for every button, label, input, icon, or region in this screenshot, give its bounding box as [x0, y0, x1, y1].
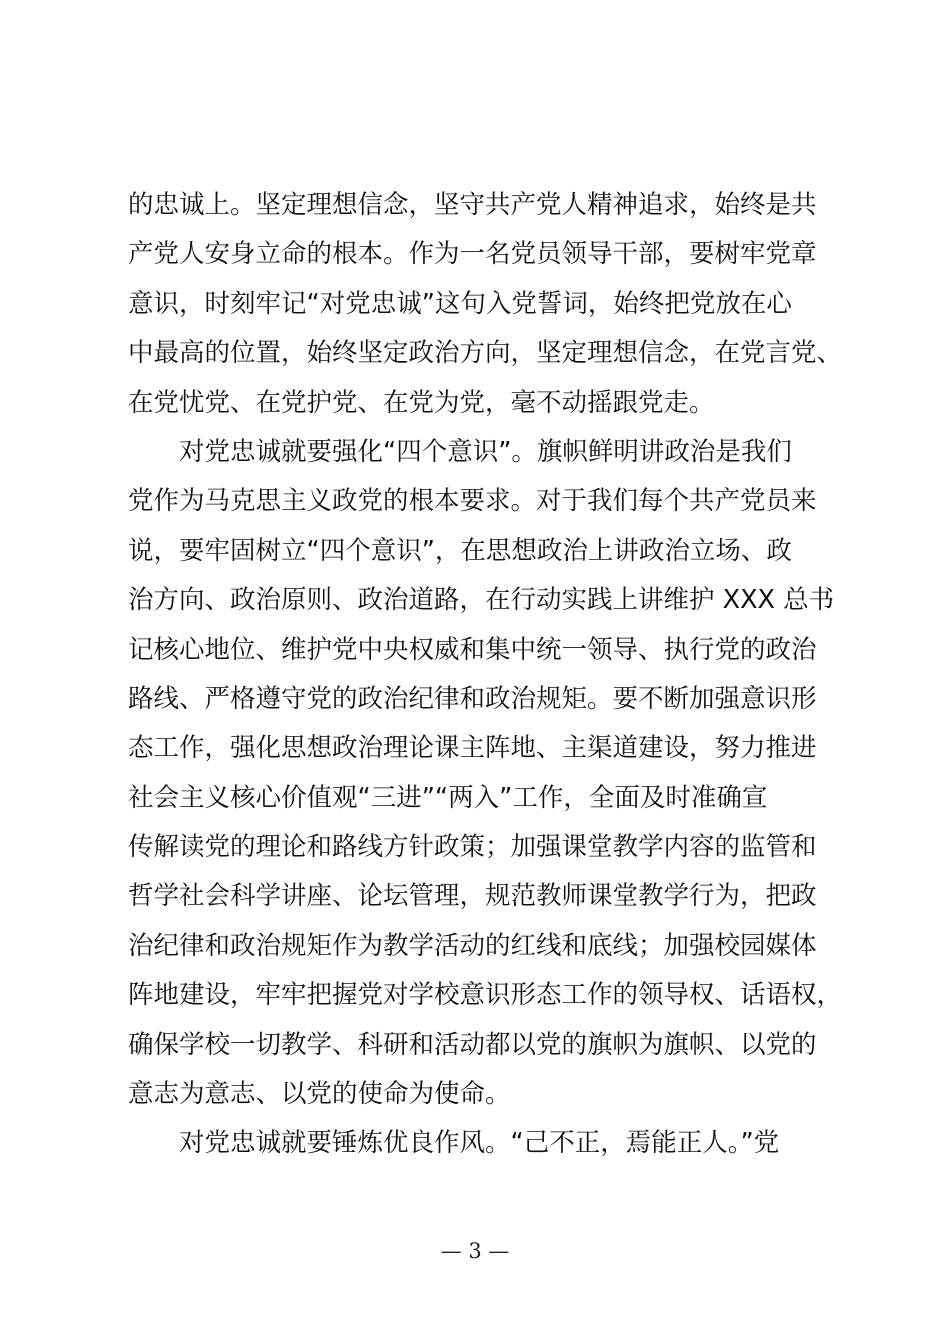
text-line: 社会主义核心价值观“三进”“两入”工作，全面及时准确宣: [128, 782, 768, 813]
text-line: 治纪律和政治规矩作为教学活动的红线和底线；加强校园媒体: [128, 930, 817, 961]
paragraph-first-line: 对党忠诚就要锤炼优良作风。“己不正，焉能正人。”党: [179, 1128, 780, 1159]
text-line: 记核心地位、维护党中央权威和集中统一领导、执行党的政治: [128, 634, 817, 665]
text-line: 阵地建设，牢牢把握党对学校意识形态工作的领导权、话语权，: [128, 980, 843, 1011]
text-line: 产党人安身立命的根本。作为一名党员领导干部，要树牢党章: [128, 239, 817, 270]
text-line: 意志为意志、以党的使命为使命。: [128, 1079, 511, 1110]
text-line: 说，要牢固树立“四个意识”，在思想政治上讲政治立场、政: [128, 535, 792, 566]
text-line: 的忠诚上。坚定理想信念，坚守共产党人精神追求，始终是共: [128, 190, 817, 220]
text-line: 哲学社会科学讲座、论坛管理，规范教师课堂教学行为，把政: [128, 881, 817, 912]
text-line: 确保学校一切教学、科研和活动都以党的旗帜为旗帜、以党的: [128, 1029, 817, 1060]
text-line: 党作为马克思主义政党的根本要求。对于我们每个共产党员来: [128, 486, 817, 517]
body-text: [128, 181, 858, 1169]
paragraph-first-line: 对党忠诚就要强化“四个意识”。旗帜鲜明讲政治是我们: [179, 436, 792, 467]
text-line: 在党忧党、在党护党、在党为党，毫不动摇跟党走。: [128, 387, 715, 418]
text-line: 路线、严格遵守党的政治纪律和政治规矩。要不断加强意识形: [128, 683, 817, 714]
text-line: 中最高的位置，始终坚定政治方向，坚定理想信念，在党言党、: [128, 338, 843, 369]
text-line: 治方向、政治原则、政治道路，在行动实践上讲维护 XXX 总书: [128, 585, 835, 616]
text-line: 态工作，强化思想政治理论课主阵地、主渠道建设，努力推进: [128, 733, 817, 764]
text-line: 意识，时刻牢记“对党忠诚”这句入党誓词，始终把党放在心: [128, 288, 792, 319]
text-line: 传解读党的理论和路线方针政策；加强课堂教学内容的监管和: [128, 832, 817, 863]
page-number: — 3 —: [440, 1239, 510, 1263]
